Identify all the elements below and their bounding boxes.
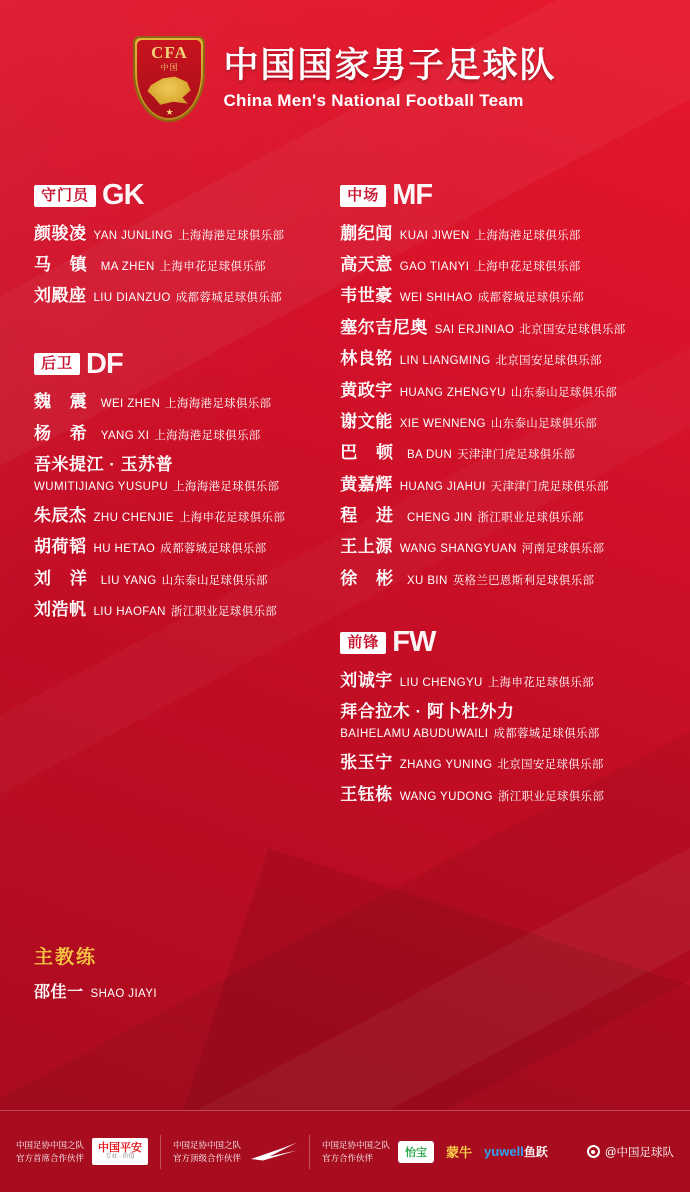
sponsor-footer bbox=[0, 1110, 690, 1192]
yibao-logo: 怡宝 bbox=[398, 1141, 434, 1163]
player-name-cn: 杨 希 bbox=[34, 423, 94, 443]
player-name-en: CHENG JIN bbox=[406, 512, 473, 525]
player-club: 上海申花足球俱乐部 bbox=[178, 511, 286, 524]
player-name-en: WEI SHIHAO bbox=[399, 292, 473, 305]
player-name-cn: 张玉宁 bbox=[340, 753, 393, 773]
roster-column-right bbox=[340, 179, 656, 816]
player-club: 天津津门虎足球俱乐部 bbox=[457, 449, 576, 462]
player-name-en: ZHU CHENJIE bbox=[93, 511, 174, 524]
player-club: 成都蓉城足球俱乐部 bbox=[477, 292, 584, 305]
player-name-en: WANG SHANGYUAN bbox=[399, 543, 517, 556]
coach-name-en: SHAO JIAYI bbox=[90, 987, 157, 1000]
coach-name-cn: 邵佳一 bbox=[34, 983, 84, 1001]
player-club: 天津津门虎足球俱乐部 bbox=[490, 480, 609, 493]
player-club: 上海申花足球俱乐部 bbox=[159, 260, 266, 273]
list-item bbox=[340, 785, 656, 805]
player-name-cn: 韦世豪 bbox=[340, 286, 393, 306]
yuwell-logo: yuwell鱼跃 bbox=[484, 1144, 548, 1159]
weibo-handle bbox=[587, 1144, 674, 1160]
player-name-cn: 刘殿座 bbox=[34, 286, 87, 306]
player-name-cn: 刘诚宇 bbox=[340, 670, 393, 690]
player-name-en: YANG XI bbox=[100, 429, 150, 442]
player-club: 上海申花足球俱乐部 bbox=[474, 260, 581, 273]
sponsor-group-3 bbox=[322, 1139, 548, 1165]
player-name-cn: 王上源 bbox=[340, 537, 393, 557]
page-title-en: China Men's National Football Team bbox=[223, 90, 524, 110]
list-item bbox=[340, 475, 656, 495]
player-name-cn: 塞尔吉尼奥 bbox=[340, 317, 428, 337]
group-badge-cn: 守门员 bbox=[34, 185, 96, 207]
crest-star-icon: ★ bbox=[165, 107, 174, 117]
list-item bbox=[34, 255, 328, 275]
roster-columns bbox=[0, 152, 690, 816]
list-item bbox=[340, 224, 656, 244]
group-badge-en: MF bbox=[392, 179, 433, 211]
list-item bbox=[340, 318, 656, 338]
player-name-cn: 黄嘉辉 bbox=[340, 474, 393, 494]
list-item bbox=[34, 224, 328, 244]
sponsor-group-2 bbox=[173, 1139, 297, 1165]
player-name-cn: 胡荷韬 bbox=[34, 537, 87, 557]
list-item bbox=[34, 600, 328, 620]
player-name-en: SAI ERJINIAO bbox=[434, 323, 515, 336]
player-club: 成都蓉城足球俱乐部 bbox=[493, 727, 600, 740]
sponsor-group-1 bbox=[16, 1138, 148, 1165]
group-badge-en: DF bbox=[86, 347, 123, 380]
title-block bbox=[223, 47, 556, 111]
list-item bbox=[340, 255, 656, 275]
crest-cfa-text: CFA bbox=[151, 43, 188, 62]
list-item bbox=[34, 979, 656, 1002]
crest-dragon-icon bbox=[146, 76, 192, 106]
list-item bbox=[34, 569, 328, 589]
list-item bbox=[34, 506, 328, 526]
group-fw bbox=[340, 626, 656, 805]
player-name-en: MA ZHEN bbox=[100, 260, 155, 273]
player-name-cn: 徐 彬 bbox=[340, 568, 400, 588]
group-badge-en: GK bbox=[102, 179, 144, 211]
player-name-en: YAN JUNLING bbox=[93, 229, 174, 242]
player-name-cn: 王钰栋 bbox=[340, 784, 393, 804]
player-club: 上海海港足球俱乐部 bbox=[154, 429, 261, 442]
player-name-cn: 颜骏凌 bbox=[34, 223, 87, 243]
weibo-handle-text: @中国足球队 bbox=[604, 1146, 674, 1159]
list-item bbox=[34, 392, 328, 412]
list-item bbox=[34, 424, 328, 444]
player-club: 山东泰山足球俱乐部 bbox=[490, 417, 598, 430]
list-item bbox=[340, 286, 656, 306]
group-header bbox=[34, 347, 328, 380]
group-badge-cn: 中场 bbox=[340, 185, 386, 207]
list-item bbox=[34, 286, 328, 306]
player-club: 英格兰巴恩斯利足球俱乐部 bbox=[452, 574, 595, 587]
player-name-cn: 程 进 bbox=[340, 506, 400, 526]
player-club: 山东泰山足球俱乐部 bbox=[161, 574, 268, 587]
player-club: 成都蓉城足球俱乐部 bbox=[160, 543, 267, 556]
player-name-cn: 巴 顿 bbox=[340, 443, 400, 463]
pingan-logo: 中国平安 专业 · 价值 bbox=[92, 1138, 148, 1165]
player-name-en: XU BIN bbox=[406, 574, 448, 587]
player-name-cn: 马 镇 bbox=[34, 254, 94, 274]
player-name-cn: 黄政宇 bbox=[340, 380, 393, 400]
list-item bbox=[340, 537, 656, 557]
player-club: 上海海港足球俱乐部 bbox=[474, 229, 581, 242]
sponsor-label: 中国足协中国之队 官方合作伙伴 bbox=[322, 1139, 391, 1163]
group-header bbox=[340, 179, 656, 211]
divider bbox=[309, 1135, 310, 1169]
weibo-icon bbox=[587, 1145, 600, 1158]
player-name-en: LIU DIANZUO bbox=[93, 292, 171, 305]
page-title-cn: 中国国家男子足球队 bbox=[223, 46, 557, 86]
player-name-cn: 刘浩帆 bbox=[34, 600, 87, 620]
group-header bbox=[340, 626, 656, 659]
player-name-cn: 魏 震 bbox=[34, 392, 94, 412]
crest-cn-text: 中国 bbox=[160, 63, 179, 72]
player-name-en: BA DUN bbox=[406, 449, 453, 462]
player-club: 浙江职业足球俱乐部 bbox=[477, 512, 584, 525]
player-club: 上海申花足球俱乐部 bbox=[487, 676, 594, 689]
list-item bbox=[340, 569, 656, 589]
group-gk bbox=[34, 179, 328, 307]
player-name-en: WANG YUDONG bbox=[399, 790, 493, 803]
group-badge-en: FW bbox=[392, 626, 436, 659]
roster-column-left bbox=[34, 179, 328, 816]
player-club: 上海海港足球俱乐部 bbox=[178, 229, 285, 242]
player-name-en: LIU YANG bbox=[100, 574, 157, 587]
player-club: 浙江职业足球俱乐部 bbox=[170, 606, 278, 619]
player-name-en: HUANG JIAHUI bbox=[399, 480, 486, 493]
group-badge-cn: 后卫 bbox=[34, 353, 80, 375]
group-df bbox=[34, 347, 328, 621]
group-header bbox=[34, 179, 328, 211]
player-name-cn: 蒯纪闻 bbox=[340, 223, 393, 243]
player-club: 成都蓉城足球俱乐部 bbox=[175, 292, 282, 305]
player-name-cn: 朱辰杰 bbox=[34, 505, 87, 525]
player-club: 上海海港足球俱乐部 bbox=[173, 480, 280, 493]
player-name-en: GAO TIANYI bbox=[399, 260, 470, 273]
player-name-cn: 吾米提江 · 玉苏普 bbox=[34, 455, 174, 475]
player-name-en: WUMITIJIANG YUSUPU bbox=[34, 480, 169, 493]
player-club: 北京国安足球俱乐部 bbox=[495, 355, 602, 368]
nike-swoosh-icon bbox=[251, 1143, 297, 1161]
player-name-en: HUANG ZHENGYU bbox=[399, 386, 506, 399]
divider bbox=[160, 1135, 161, 1169]
player-name-en: LIU HAOFAN bbox=[93, 606, 166, 619]
list-item bbox=[340, 443, 656, 463]
player-name-cn: 高天意 bbox=[340, 254, 393, 274]
player-name-en: XIE WENNENG bbox=[399, 417, 486, 430]
list-item bbox=[340, 381, 656, 401]
coach-section bbox=[0, 942, 690, 1002]
sponsor-label: 中国足协中国之队 官方首席合作伙伴 bbox=[16, 1139, 85, 1163]
player-club: 河南足球俱乐部 bbox=[521, 543, 605, 556]
player-club: 北京国安足球俱乐部 bbox=[497, 759, 604, 772]
list-item bbox=[340, 671, 656, 691]
player-name-cn: 林良铭 bbox=[340, 349, 393, 369]
group-badge-cn: 前锋 bbox=[340, 632, 386, 654]
poster-header bbox=[0, 0, 690, 152]
player-name-en: LIU CHENGYU bbox=[399, 676, 483, 689]
list-item bbox=[340, 506, 656, 526]
list-item bbox=[340, 412, 656, 432]
player-name-en: HU HETAO bbox=[93, 543, 156, 556]
player-name-en: KUAI JIWEN bbox=[399, 229, 470, 242]
player-club: 北京国安足球俱乐部 bbox=[519, 323, 626, 336]
player-name-en: ZHANG YUNING bbox=[399, 759, 493, 772]
list-item bbox=[340, 753, 656, 773]
player-club: 浙江职业足球俱乐部 bbox=[497, 790, 605, 803]
list-item bbox=[340, 349, 656, 369]
coach-title: 主教练 bbox=[34, 946, 98, 968]
player-name-cn: 拜合拉木 · 阿卜杜外力 bbox=[340, 702, 515, 722]
player-name-cn: 谢文能 bbox=[340, 411, 393, 431]
group-mf bbox=[340, 179, 656, 589]
player-club: 上海海港足球俱乐部 bbox=[165, 398, 272, 411]
mengniu-logo: 蒙牛 bbox=[446, 1145, 473, 1160]
player-name-en: BAIHELAMU ABUDUWAILI bbox=[340, 727, 489, 740]
player-name-en: WEI ZHEN bbox=[100, 398, 161, 411]
player-name-cn: 刘 洋 bbox=[34, 568, 94, 588]
player-name-en: LIN LIANGMING bbox=[399, 355, 491, 368]
cfa-crest-icon bbox=[133, 36, 205, 122]
player-club: 山东泰山足球俱乐部 bbox=[510, 386, 618, 399]
list-item bbox=[340, 702, 656, 742]
list-item bbox=[34, 455, 328, 495]
list-item bbox=[34, 537, 328, 557]
sponsor-label: 中国足协中国之队 官方顶级合作伙伴 bbox=[173, 1139, 242, 1163]
